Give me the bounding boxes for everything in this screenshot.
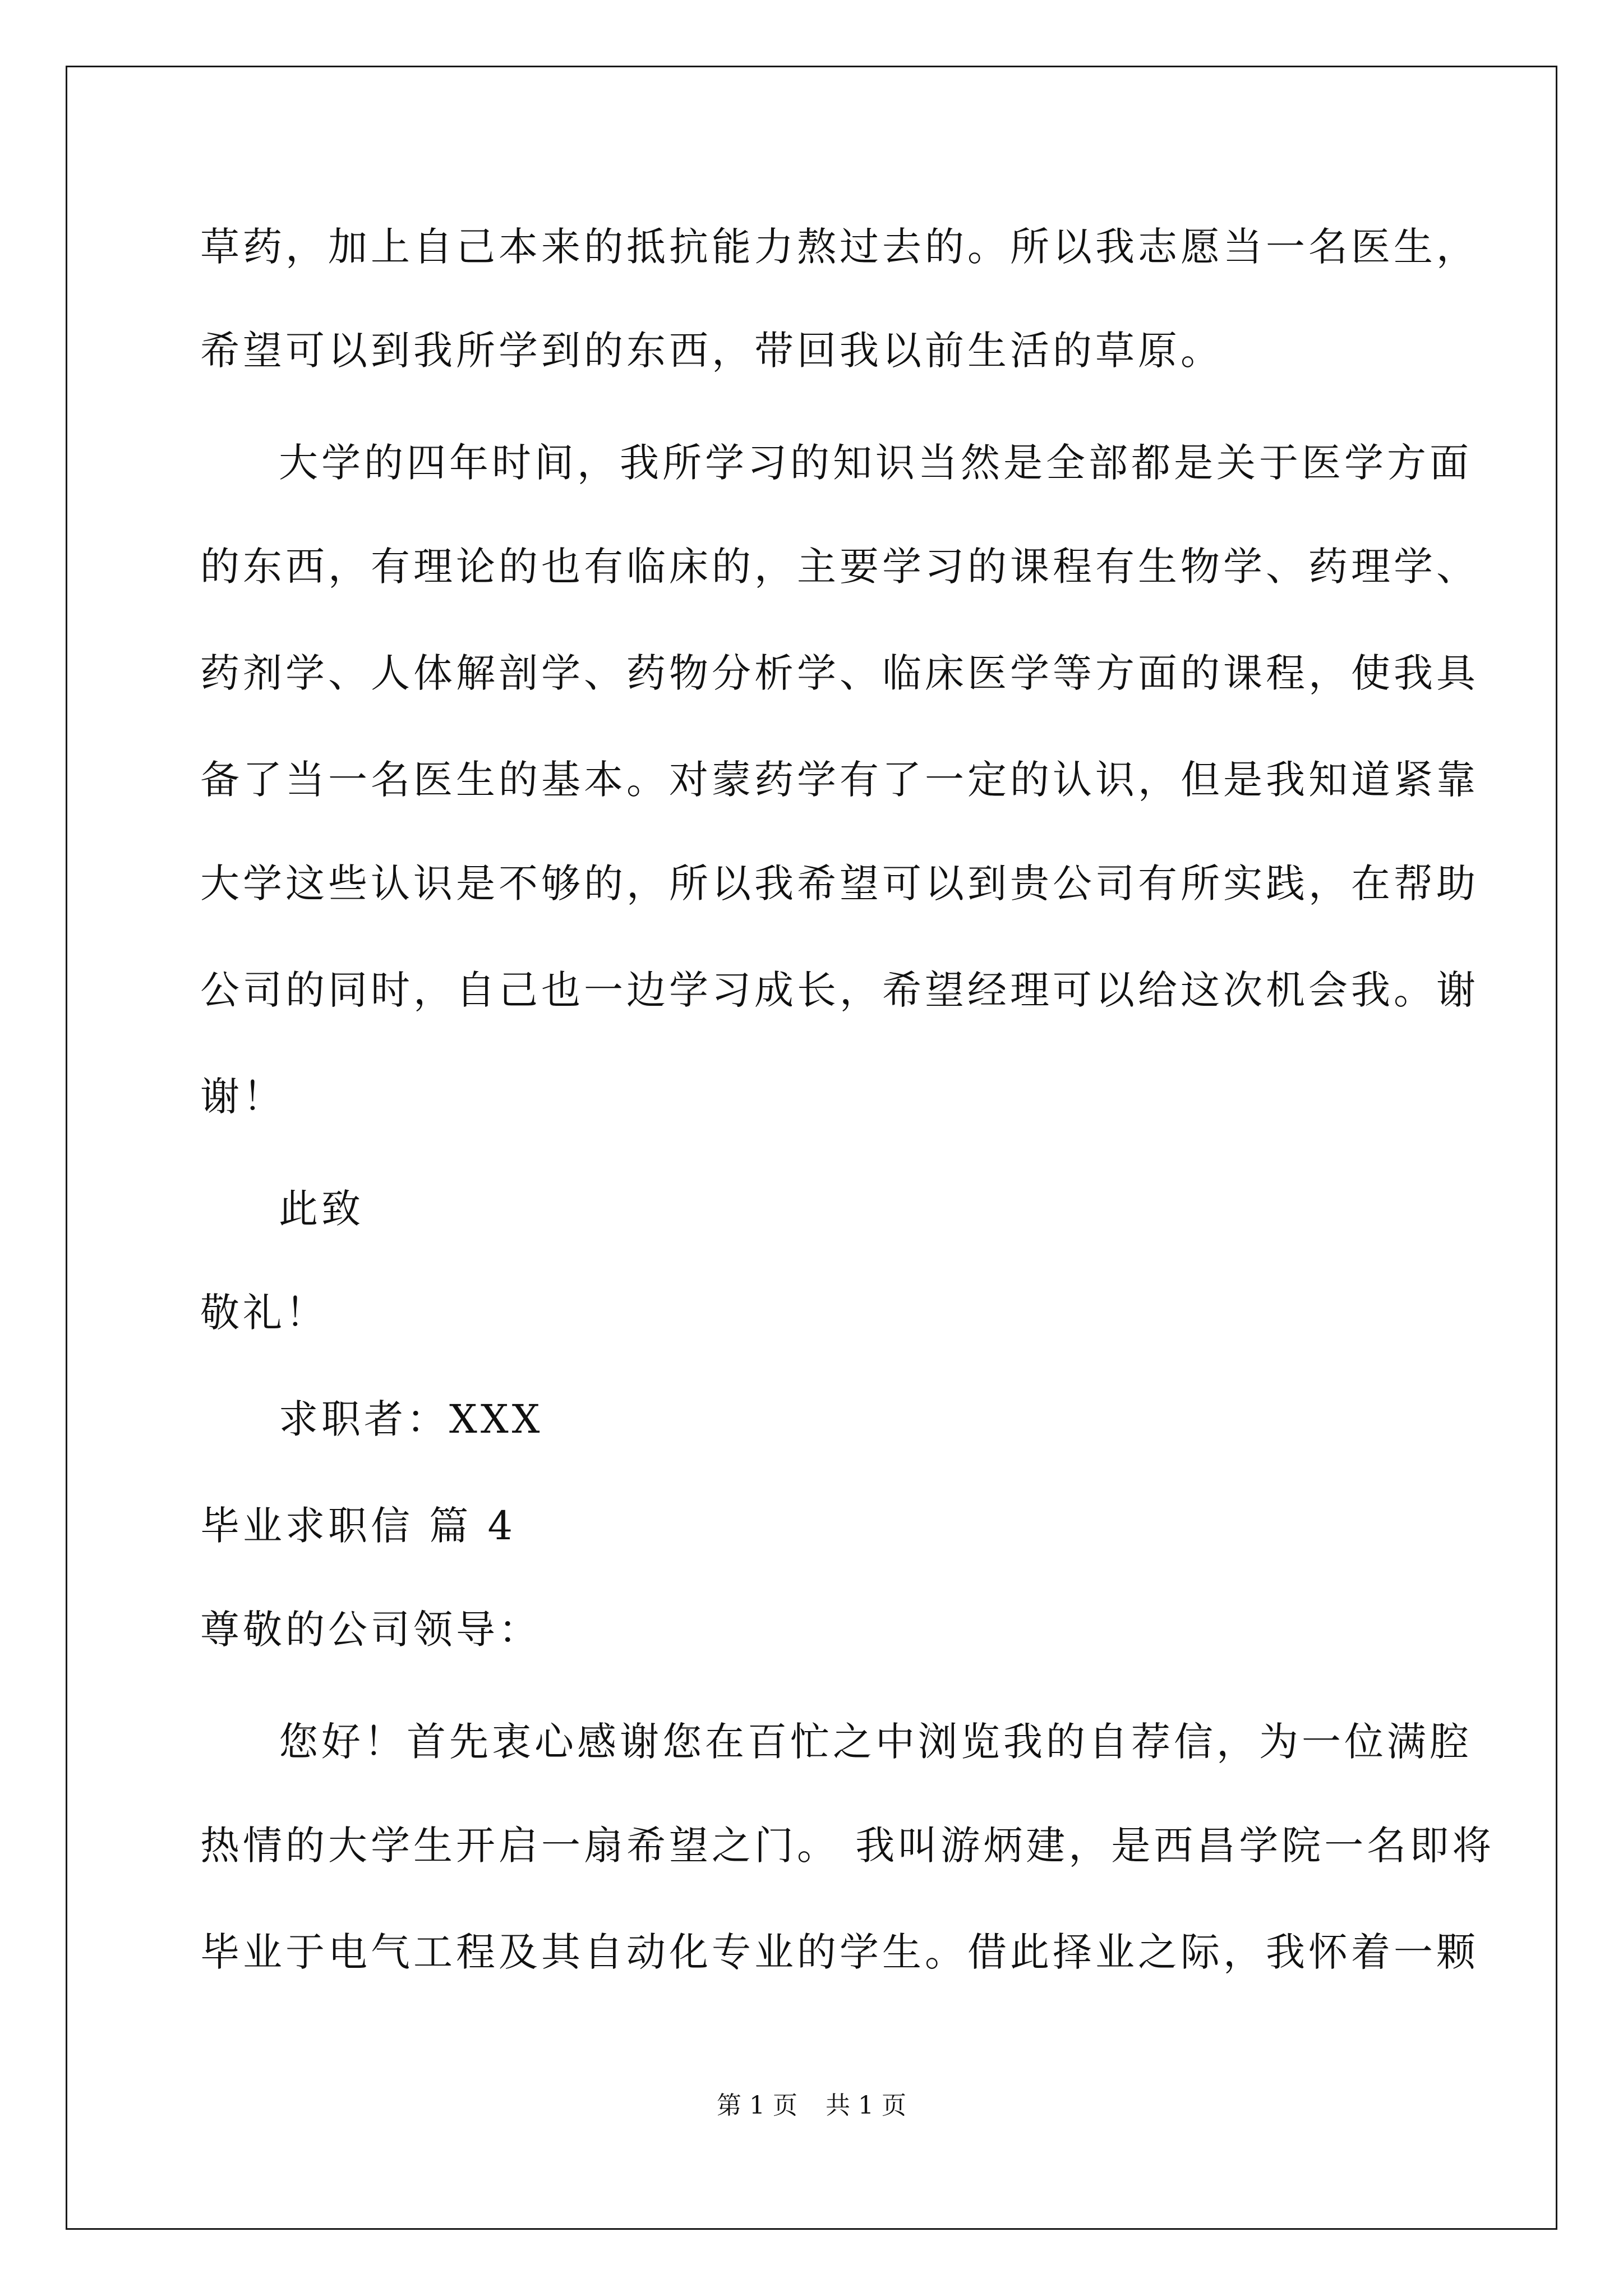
body-line-17: 毕业于电气工程及其自动化专业的学生。借此择业之际，我怀着一颗 xyxy=(200,1929,1479,1975)
body-line-1: 草药，加上自己本来的抵抗能力熬过去的。所以我志愿当一名医生， xyxy=(200,224,1479,270)
body-line-3: 大学的四年时间，我所学习的知识当然是全部都是关于医学方面 xyxy=(279,440,1472,486)
page-total: 共 1 页 xyxy=(826,2091,906,2120)
page-number: 第 1 页 xyxy=(717,2091,797,2120)
section-heading: 毕业求职信 篇 4 xyxy=(200,1503,517,1549)
body-line-7: 大学这些认识是不够的，所以我希望可以到贵公司有所实践，在帮助 xyxy=(200,861,1479,907)
page-border xyxy=(66,66,1557,2230)
signature-line: 求职者：XXX xyxy=(279,1396,543,1442)
body-line-4: 的东西，有理论的也有临床的，主要学习的课程有生物学、药理学、 xyxy=(200,544,1479,590)
body-line-16: 热情的大学生开启一扇希望之门。 我叫游炳建，是西昌学院一名即将 xyxy=(200,1823,1495,1869)
body-line-2: 希望可以到我所学到的东西，带回我以前生活的草原。 xyxy=(200,328,1223,374)
body-line-6: 备了当一名医生的基本。对蒙药学有了一定的认识，但是我知道紧靠 xyxy=(200,757,1479,803)
greeting-line: 尊敬的公司领导： xyxy=(200,1607,541,1653)
body-line-9: 谢！ xyxy=(200,1074,285,1120)
body-line-5: 药剂学、人体解剖学、药物分析学、临床医学等方面的课程，使我具 xyxy=(200,650,1479,696)
closing-salutation: 此致 xyxy=(279,1186,364,1232)
body-line-8: 公司的同时，自己也一边学习成长，希望经理可以给这次机会我。谢 xyxy=(200,967,1479,1013)
closing-regards: 敬礼！ xyxy=(200,1290,328,1336)
page-footer xyxy=(0,2089,1623,2123)
body-line-15: 您好！首先衷心感谢您在百忙之中浏览我的自荐信，为一位满腔 xyxy=(279,1719,1472,1765)
